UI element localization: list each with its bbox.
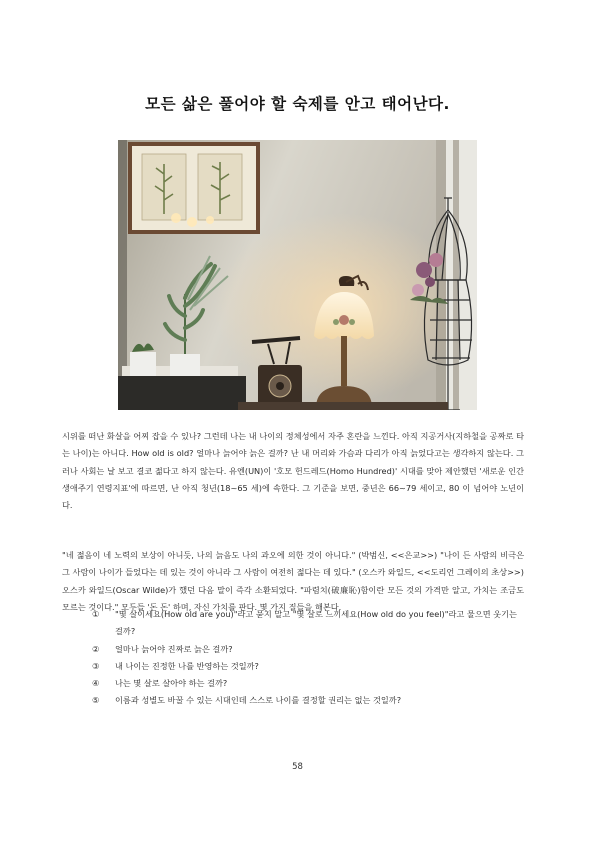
page-number: 58 xyxy=(292,762,303,772)
list-item xyxy=(62,658,524,675)
interior-photo xyxy=(118,140,477,410)
list-item-text: 이름과 성별도 바꿀 수 있는 시대인데 스스로 나이를 결정할 권리는 없는 것일까? xyxy=(115,695,402,706)
page-title: 모든 삶은 풀어야 할 숙제를 안고 태어난다. xyxy=(145,95,450,113)
list-item xyxy=(62,606,524,641)
question-list xyxy=(62,606,524,710)
list-item-text: 내 나이는 진정한 나를 반영하는 것일까? xyxy=(115,660,259,671)
list-item-text: 나는 몇 살로 살아야 하는 걸까? xyxy=(115,678,228,689)
list-number: ① xyxy=(92,609,100,619)
list-item xyxy=(62,641,524,658)
paragraph-1: 시위를 떠난 화살을 어찌 잡을 수 있나? 그런데 나는 내 나이의 정체성에서 자주 혼란을 느낀다. 아직 지공거사(지하철을 공짜로 타는 나이)는 아니다. How old is old? 얼마나 늙어야 늙은 걸까? 난 내 머리와 가슴과 다리가 아직 늙었다고는 생각하지 않는다. 그러나 사회는 날 보고 결코 젊다고 하지 않는다. 유엔(UN)이 '호모 헌드레드(Homo Hundred)' 시대를 맞아 제안했던 '새로운 인간 생애주기 연령지표'에 따르면, 난 아직 청년(18~65 세)에 속한다. 그 기준을 보면, 중년은 66~79 세이고, 80 이 넘어야 노년이다. xyxy=(62,431,524,511)
paragraph-2: "네 젊음이 네 노력의 보상이 아니듯, 나의 늙음도 나의 과오에 의한 것이 아니다." (박범신, <<은교>>) "나이 든 사람의 비극은 그 사람이 나이가 들었다는 데 있는 것이 아니라 그 사람이 여전히 젊다는 데 있다." (오스카 와일드, <<도리언 그레이의 초상>>) 오스카 와일드(Oscar Wilde)가 했던 다음 말이 즉각 소환되었다. "파렴치(破廉恥)함이란 모든 것의 가격만 알고, 가치는 조금도 모르는 것이다." 모두들 '돈 돈' 하며, 자신 가치를 판다. 몇 가지 질들을 해본다. xyxy=(62,550,524,612)
list-item xyxy=(62,692,524,709)
list-number: ⑤ xyxy=(92,695,100,706)
list-number: ② xyxy=(92,643,100,654)
list-number: ③ xyxy=(92,660,100,671)
list-item-text: "몇 살이세요(How old are you)"라고 묻지 말고 "몇 살로 느끼세요(How old do you feel)"라고 물으면 웃기는 걸까? xyxy=(115,609,517,637)
list-number: ④ xyxy=(92,678,100,689)
list-item xyxy=(62,675,524,692)
list-item-text: 얼마나 늙어야 진짜로 늙은 걸까? xyxy=(115,643,233,654)
